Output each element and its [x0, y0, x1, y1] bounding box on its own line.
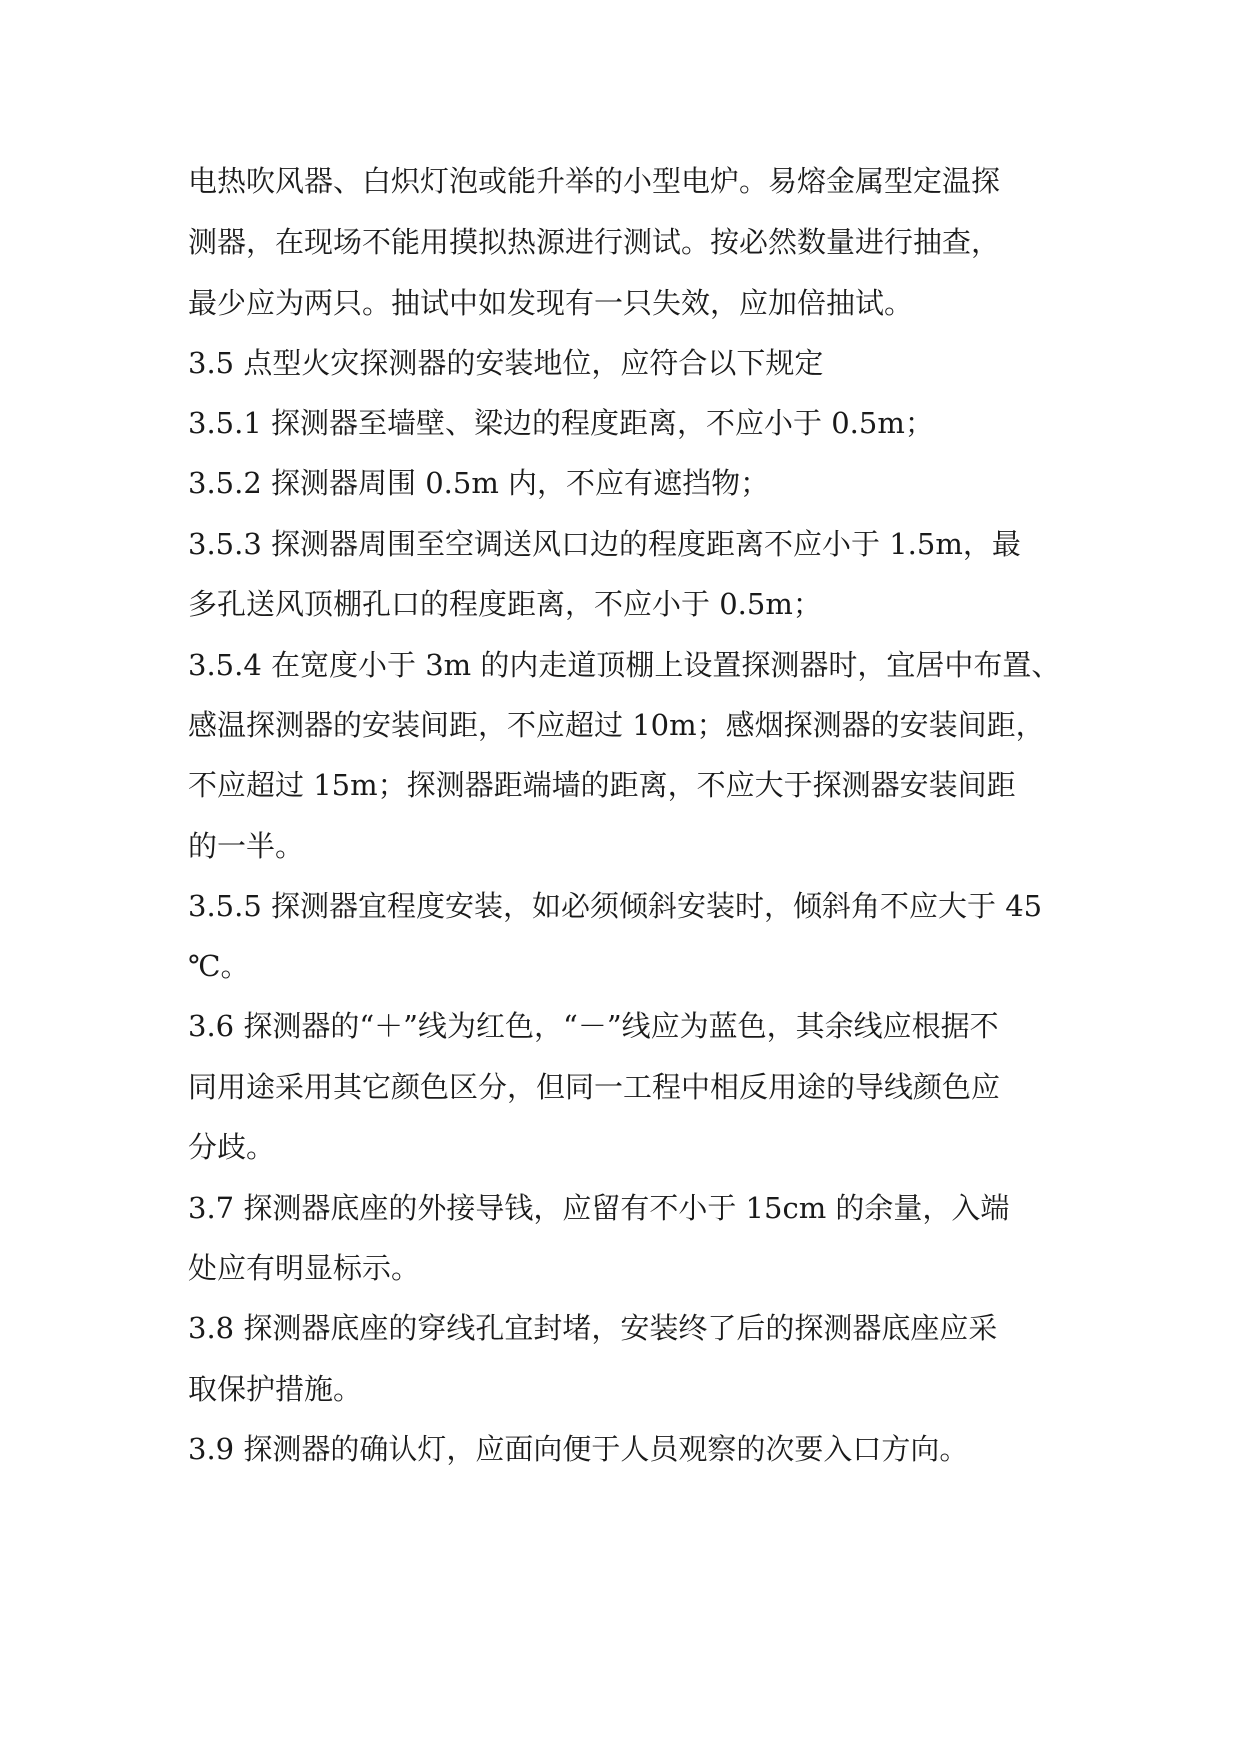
text-line: 取保护措施。: [188, 1372, 363, 1406]
text-line: 3.8 探测器底座的穿线孔宜封堵，安装终了后的探测器底座应采: [188, 1311, 998, 1345]
text-line: 测器，在现场不能用摸拟热源进行测试。按必然数量进行抽查，: [188, 225, 1001, 259]
text-line: 3.5.4 在宽度小于 3m 的内走道顶棚上设置探测器时，宜居中布置、: [188, 648, 1061, 682]
text-line: 不应超过 15m；探测器距端墙的距离，不应大于探测器安装间距: [188, 768, 1016, 802]
text-line: 多孔送风顶棚孔口的程度距离，不应小于 0.5m；: [188, 587, 822, 621]
text-line: 最少应为两只。抽试中如发现有一只失效，应加倍抽试。: [188, 286, 914, 320]
text-line: 分歧。: [188, 1130, 276, 1164]
text-line: 3.5.5 探测器宜程度安装，如必须倾斜安装时，倾斜角不应大于 45: [188, 889, 1043, 923]
text-line: 3.5.1 探测器至墙壁、梁边的程度距离，不应小于 0.5m；: [188, 406, 934, 440]
text-line: 处应有明显标示。: [188, 1251, 421, 1285]
text-line: 3.6 探测器的“＋”线为红色，“－”线应为蓝色，其余线应根据不: [188, 1009, 999, 1043]
text-line: 感温探测器的安装间距，不应超过 10m；感烟探测器的安装间距，: [188, 708, 1045, 742]
text-line: ℃。: [188, 949, 250, 983]
text-line: 同用途采用其它颜色区分，但同一工程中相反用途的导线颜色应: [188, 1070, 1001, 1104]
text-line: 3.5.3 探测器周围至空调送风口边的程度距离不应小于 1.5m，最: [188, 527, 1021, 561]
text-line: 3.9 探测器的确认灯，应面向便于人员观察的次要入口方向。: [188, 1432, 969, 1466]
text-line: 3.7 探测器底座的外接导钱，应留有不小于 15cm 的余量，入端: [188, 1191, 1010, 1225]
section-heading: 3.5 点型火灾探测器的安装地位，应符合以下规定: [188, 346, 824, 380]
text-line: 的一半。: [188, 829, 305, 863]
text-line: 3.5.2 探测器周围 0.5m 内，不应有遮挡物；: [188, 466, 770, 500]
text-line: 电热吹风器、白炽灯泡或能升举的小型电炉。易熔金属型定温探: [188, 164, 1001, 198]
